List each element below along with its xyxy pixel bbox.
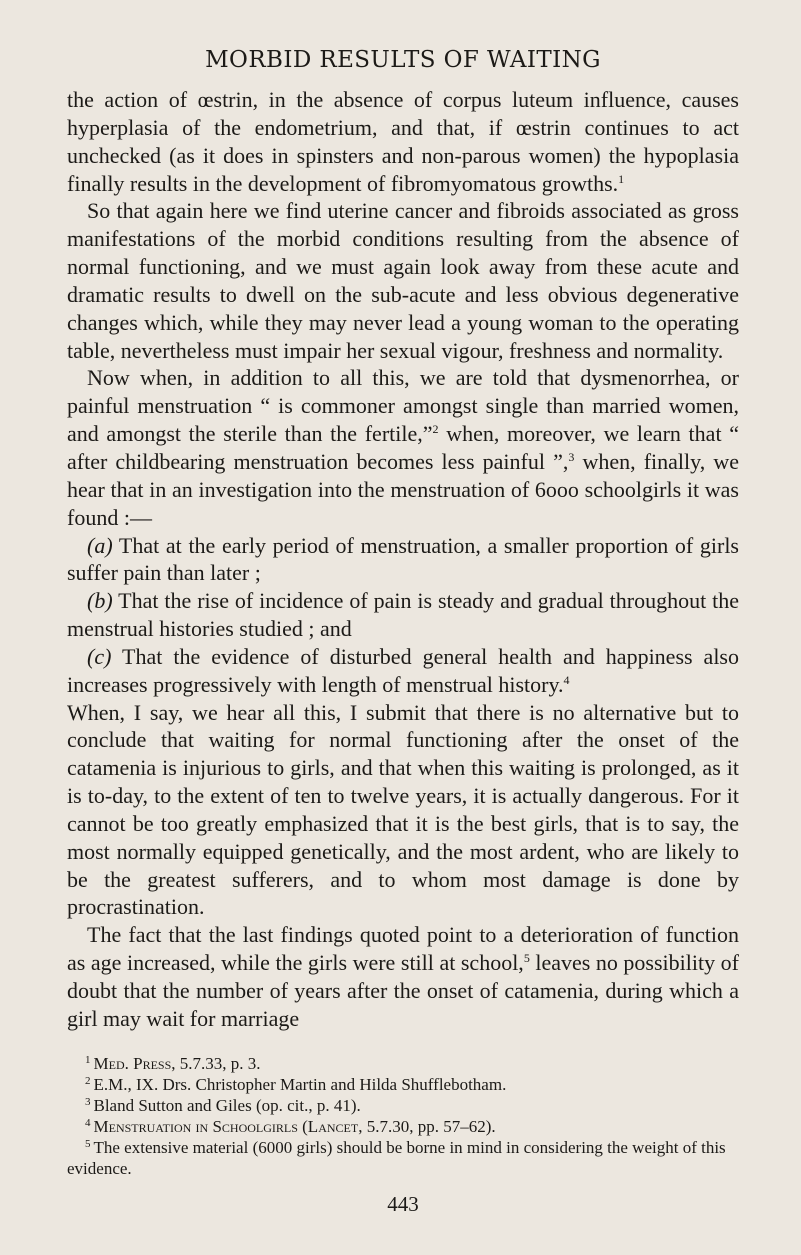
paragraph-1 [67, 86, 739, 197]
paragraph-2: So that again here we find uterine cancer and fibroids associated as gross manifestations of the morbid conditions resulting from the absence of normal functioning, and we must again look away from these acute and dramatic results to dwell on the sub-acute and less obvious degenerative changes which, while they may never lead a young woman to the operating table, nevertheless must impair her sexual vigour, freshness and normality. [67, 198, 739, 363]
footnote-ref-2: 2 [432, 422, 439, 437]
paragraph-5-text-a: The fact that the last findings quoted point to a deterioration of function as age increased, while the girls were still at school, [67, 922, 739, 976]
paragraph-4: When, I say, we hear all this, I submit that there is no alternative but to conclude that waiting for normal functioning after the onset of the catamenia is injurious to girls, and that when this waiting is prolonged, as it is to-day, to the extent of ten to twelve years, it is actually dangerous. For it cannot be too greatly emphasized that it is the best girls, that is to say, the most normally equipped genetically, and the most ardent, who are likely to be the greatest sufferers, and to whom most damage is done by procrastination. [67, 699, 739, 920]
footnote-5-number: 5 [85, 1137, 91, 1150]
footnote-1-text: 5.7.33, p. 3. [175, 1053, 261, 1073]
paragraph-5-text-b: leaves no possibility of doubt that the number of years after the onset of catamenia, during which a girl may wait for marriage [67, 950, 739, 1031]
footnote-5-text: The extensive material (6000 girls) should be borne in mind in considering the weight of this evidence. [67, 1137, 726, 1178]
footnote-5 [67, 1137, 739, 1179]
paragraph-3-text-a: Now when, in addition to all this, we are told that dysmenorrhea, or painful menstruation “ is commoner amongst single than married women, and amongst the sterile than the fertile,” [67, 365, 739, 447]
list-item-a-label: (a) [87, 532, 113, 558]
list-item-b-text: That the rise of incidence of pain is steady and gradual throughout the menstrual histories studied ; and [67, 588, 739, 642]
paragraph-5 [67, 921, 739, 1032]
body-text [67, 86, 739, 1033]
list-item-b [67, 587, 739, 643]
footnote-4-source: Menstruation in Schoolgirls (Lancet, [93, 1116, 363, 1136]
paragraph-3-text-b: when, moreover, we learn that “ after childbearing menstruation becomes less painful ”, [67, 421, 739, 474]
footnote-ref-4: 4 [563, 672, 570, 687]
footnote-3-number: 3 [85, 1095, 91, 1108]
footnote-3-text: Bland Sutton and Giles (op. cit., p. 41). [93, 1095, 361, 1115]
list-item-a [67, 532, 739, 588]
footnote-1-source: Med. Press, [93, 1053, 176, 1073]
paragraph-1-text: the action of œstrin, in the absence of corpus luteum influence, causes hyperplasia of the endometrium, and that, if œstrin continues to act unchecked (as it does in spinsters and non-parous women) the hypoplasia finally results in the development of fibromyomatous growths. [67, 87, 739, 196]
footnote-ref-5: 5 [523, 951, 530, 966]
list-item-c-text: That the evidence of disturbed general health and happiness also increases progressively with length of menstrual history. [67, 643, 739, 697]
list-item-c-label: (c) [87, 643, 112, 669]
footnote-2-number: 2 [85, 1074, 91, 1087]
paragraph-3 [67, 364, 739, 531]
footnote-4-text: 5.7.30, pp. 57–62). [362, 1116, 496, 1136]
footnote-ref-1: 1 [618, 171, 625, 186]
footnote-4-number: 4 [85, 1116, 91, 1129]
footnote-2 [67, 1074, 739, 1095]
footnote-1-number: 1 [85, 1053, 91, 1066]
list-item-c [67, 643, 739, 699]
footnotes [67, 1053, 739, 1179]
footnote-3 [67, 1095, 739, 1116]
footnote-ref-3: 3 [568, 449, 575, 464]
footnote-4 [67, 1116, 739, 1137]
footnote-2-text: E.M., IX. Drs. Christopher Martin and Hilda Shufflebotham. [93, 1074, 507, 1094]
list-item-a-text: That at the early period of menstruation, a smaller proportion of girls suffer pain than later ; [67, 532, 739, 586]
footnote-1 [67, 1053, 739, 1074]
running-title: MORBID RESULTS OF WAITING [205, 47, 601, 73]
paragraph-3-text-c: when, finally, we hear that in an investigation into the menstruation of 6ooo schoolgirls it was found :— [67, 448, 739, 530]
page-number: 443 [387, 1191, 419, 1216]
list-item-b-label: (b) [87, 588, 113, 614]
